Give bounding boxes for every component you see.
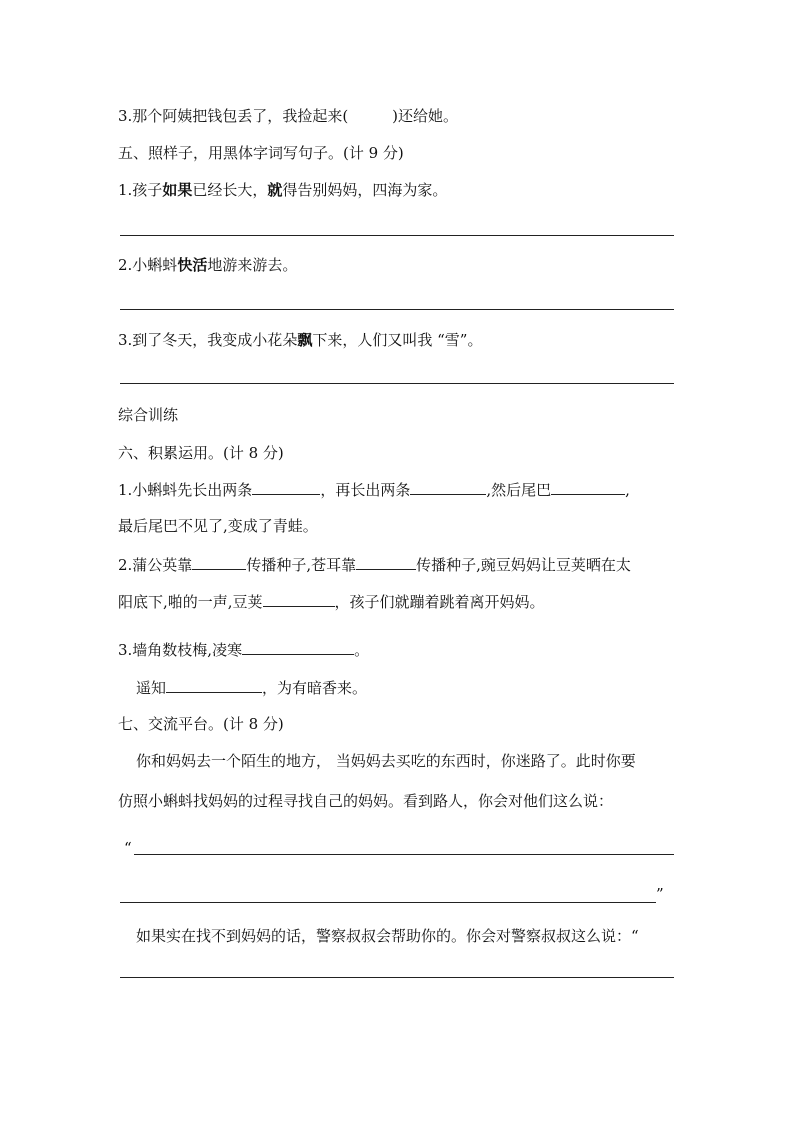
answer-line-7-3[interactable] bbox=[120, 977, 674, 978]
question-text: 传播种子,豌豆妈妈让豆荚晒在太 bbox=[416, 556, 631, 574]
answer-blank[interactable] bbox=[410, 480, 486, 495]
question-5-3-fill bbox=[118, 106, 458, 126]
section-title: 综合训练 bbox=[118, 406, 179, 424]
bold-word: 就 bbox=[267, 181, 283, 199]
question-6-3-cont bbox=[136, 678, 367, 698]
question-5-3 bbox=[118, 330, 482, 350]
question-text: 3.到了冬天，我变成小花朵 bbox=[118, 331, 298, 349]
question-6-1 bbox=[118, 480, 630, 500]
question-text: 。 bbox=[354, 641, 370, 659]
bold-word: 如果 bbox=[162, 181, 193, 199]
question-text: 阳底下,啪的一声,豆荚 bbox=[118, 593, 263, 611]
answer-line-5-3[interactable] bbox=[120, 383, 674, 384]
question-text: 得告别妈妈，四海为家。 bbox=[282, 181, 448, 199]
section-7-paragraph: 仿照小蝌蚪找妈妈的过程寻找自己的妈妈。看到路人，你会对他们这么说： bbox=[118, 792, 614, 810]
question-5-1 bbox=[118, 180, 447, 200]
question-text: 3.那个阿姨把钱包丢了，我捡起来( bbox=[118, 107, 349, 125]
question-text: , bbox=[625, 481, 630, 499]
question-text: 地游来游去。 bbox=[207, 256, 298, 274]
question-6-2 bbox=[118, 555, 631, 575]
question-text: 传播种子,苍耳靠 bbox=[246, 556, 357, 574]
section-6-heading: 六、积累运用。(计 8 分) bbox=[118, 444, 284, 462]
question-text: ,然后尾巴 bbox=[486, 481, 552, 499]
question-text: 已经长大， bbox=[192, 181, 268, 199]
bold-word: 快活 bbox=[177, 256, 208, 274]
answer-blank[interactable] bbox=[263, 592, 335, 607]
section-7-paragraph: 你和妈妈去一个陌生的地方， 当妈妈去买吃的东西时，你迷路了。此时你要 bbox=[136, 752, 636, 770]
answer-blank[interactable] bbox=[551, 480, 625, 495]
answer-line-7-1[interactable] bbox=[134, 854, 674, 855]
section-5-heading: 五、照样子，用黑体字词写句子。(计 9 分) bbox=[118, 144, 404, 162]
close-quote: ” bbox=[656, 885, 664, 903]
question-text: 2.小蝌蚪 bbox=[118, 256, 178, 274]
question-text: ，为有暗香来。 bbox=[262, 679, 368, 697]
question-text: ，孩子们就蹦着跳着离开妈妈。 bbox=[334, 593, 545, 611]
question-text: 1.小蝌蚪先长出两条 bbox=[118, 481, 253, 499]
section-7-paragraph: 如果实在找不到妈妈的话，警察叔叔会帮助你的。你会对警察叔叔这么说：“ bbox=[136, 927, 639, 945]
question-text: 3.墙角数枝梅,凌寒 bbox=[118, 641, 243, 659]
answer-blank[interactable] bbox=[242, 640, 354, 655]
answer-blank[interactable] bbox=[252, 480, 320, 495]
question-6-3 bbox=[118, 640, 369, 660]
question-6-1-cont: 最后尾巴不见了,变成了青蛙。 bbox=[118, 517, 318, 535]
question-text: 1.孩子 bbox=[118, 181, 163, 199]
answer-blank[interactable] bbox=[356, 555, 416, 570]
question-text: 遥知 bbox=[136, 679, 167, 697]
open-quote: “ bbox=[124, 839, 132, 857]
question-text: )还给她。 bbox=[392, 107, 459, 125]
question-text: ，再长出两条 bbox=[320, 481, 411, 499]
question-text: 下来，人们又叫我 “雪”。 bbox=[312, 331, 483, 349]
answer-blank[interactable] bbox=[192, 555, 246, 570]
answer-line-5-2[interactable] bbox=[120, 309, 674, 310]
answer-line-5-1[interactable] bbox=[120, 235, 674, 236]
bold-word: 飘 bbox=[297, 331, 313, 349]
answer-line-7-2[interactable] bbox=[120, 902, 656, 903]
question-5-2 bbox=[118, 255, 297, 275]
question-text: 2.蒲公英靠 bbox=[118, 556, 193, 574]
question-6-2-cont bbox=[118, 592, 545, 612]
answer-blank[interactable] bbox=[166, 678, 262, 693]
section-7-heading: 七、交流平台。(计 8 分) bbox=[118, 715, 284, 733]
